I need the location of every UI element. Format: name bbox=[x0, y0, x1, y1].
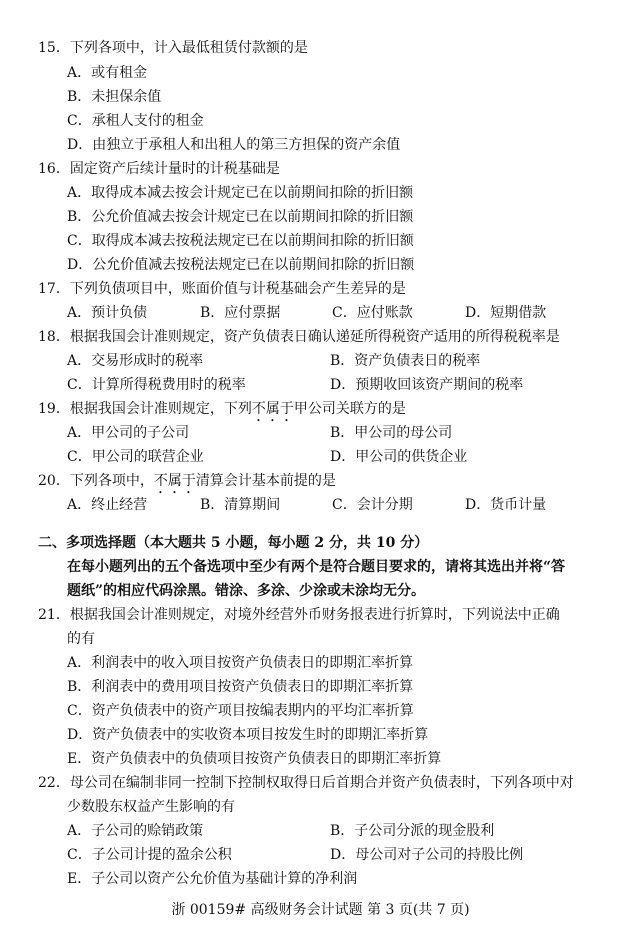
question-17-option-a: A．预计负债 bbox=[67, 305, 148, 321]
question-20-option-d: D．货币计量 bbox=[465, 497, 547, 513]
question-17-stem: 17．下列负债项目中，账面价值与计税基础会产生差异的是 bbox=[38, 281, 406, 297]
question-18-option-c: C．计算所得税费用时的税率 bbox=[67, 377, 246, 393]
question-18-stem: 18．根据我国会计准则规定，资产负债表日确认递延所得税资产适用的所得税税率是 bbox=[38, 329, 560, 345]
question-20-option-c: C．会计分期 bbox=[332, 497, 413, 513]
question-19-stem bbox=[38, 399, 406, 425]
question-21-option-c: C．资产负债表中的资产项目按编表期内的平均汇率折算 bbox=[67, 703, 414, 719]
question-21-stem-line-1: 21．根据我国会计准则规定，对境外经营外币财务报表进行折算时，下列说法中正确 bbox=[38, 607, 560, 623]
question-16-option-b: B．公允价值减去按会计规定已在以前期间扣除的折旧额 bbox=[67, 209, 414, 225]
question-16-option-c: C．取得成本减去按税法规定已在以前期间扣除的折旧额 bbox=[67, 233, 414, 249]
question-20-stem-pre: 20．下列各项中， bbox=[38, 473, 154, 489]
question-21-option-e: E．资产负债表中的负债项目按资产负债表日的即期汇率折算 bbox=[67, 751, 442, 767]
question-22-stem-line-2: 少数股东权益产生影响的有 bbox=[67, 799, 235, 815]
question-21-option-a: A．利润表中的收入项目按资产负债表日的即期汇率折算 bbox=[67, 655, 414, 671]
question-22-stem-line-1: 22．母公司在编制非同一控制下控制权取得日后首期合并资产负债表时，下列各项中对 bbox=[38, 775, 574, 791]
page-footer: 浙 00159# 高级财务会计试题 第 3 页(共 7 页) bbox=[171, 902, 470, 918]
question-21-option-d: D．资产负债表中的实收资本项目按发生时的即期汇率折算 bbox=[67, 727, 429, 743]
question-16-option-a: A．取得成本减去按会计规定已在以前期间扣除的折旧额 bbox=[67, 185, 414, 201]
question-19-option-a: A．甲公司的子公司 bbox=[67, 425, 190, 441]
question-15-option-c: C．承租人支付的租金 bbox=[67, 113, 204, 129]
question-15-option-b: B．未担保余值 bbox=[67, 89, 162, 105]
question-19-stem-post: 甲公司关联方的是 bbox=[293, 401, 406, 417]
question-17-option-d: D．短期借款 bbox=[465, 305, 547, 321]
section-2-instruction-line-2: 题纸”的相应代码涂黑。错涂、多涂、少涂或未涂均无分。 bbox=[67, 583, 426, 599]
question-18-option-b: B．资产负债表日的税率 bbox=[330, 353, 481, 369]
question-19-stem-pre: 19．根据我国会计准则规定，下列 bbox=[38, 401, 252, 417]
question-18-option-d: D．预期收回该资产期间的税率 bbox=[330, 377, 524, 393]
question-19-option-d: D．甲公司的供货企业 bbox=[330, 449, 468, 465]
question-21-stem-line-2: 的有 bbox=[67, 631, 95, 647]
question-20-emphasis: 不属于 bbox=[153, 473, 196, 489]
question-16-option-d: D．公允价值减去按税法规定已在以前期间扣除的折旧额 bbox=[67, 257, 415, 273]
question-22-option-c: C．子公司计提的盈余公积 bbox=[67, 847, 232, 863]
question-20-option-b: B．清算期间 bbox=[200, 497, 281, 513]
section-2-instruction-line-1: 在每小题列出的五个备选项中至少有两个是符合题目要求的，请将其选出并将“答 bbox=[67, 559, 566, 575]
question-20-stem-post: 清算会计基本前提的是 bbox=[195, 473, 336, 489]
question-22-option-d: D．母公司对子公司的持股比例 bbox=[330, 847, 524, 863]
question-19-emphasis: 不属于 bbox=[251, 401, 294, 417]
question-22-option-a: A．子公司的赊销政策 bbox=[67, 823, 204, 839]
question-17-option-c: C．应付账款 bbox=[332, 305, 413, 321]
question-20-option-a: A．终止经营 bbox=[67, 497, 148, 513]
question-19-option-c: C．甲公司的联营企业 bbox=[67, 449, 204, 465]
question-19-option-b: B．甲公司的母公司 bbox=[330, 425, 453, 441]
question-21-option-b: B．利润表中的费用项目按资产负债表日的即期汇率折算 bbox=[67, 679, 414, 695]
question-16-stem: 16．固定资产后续计量时的计税基础是 bbox=[38, 161, 280, 177]
question-15-stem: 15．下列各项中，计入最低租赁付款额的是 bbox=[38, 40, 308, 56]
question-15-option-a: A．或有租金 bbox=[67, 65, 148, 81]
question-22-option-b: B．子公司分派的现金股利 bbox=[330, 823, 495, 839]
question-22-option-e: E．子公司以资产公允价值为基础计算的净利润 bbox=[67, 871, 358, 887]
question-18-option-a: A．交易形成时的税率 bbox=[67, 353, 204, 369]
question-15-option-d: D．由独立于承租人和出租人的第三方担保的资产余值 bbox=[67, 137, 401, 153]
question-17-option-b: B．应付票据 bbox=[200, 305, 281, 321]
section-2-title: 二、多项选择题（本大题共 5 小题，每小题 2 分，共 10 分） bbox=[38, 535, 429, 551]
question-20-stem bbox=[38, 471, 336, 497]
